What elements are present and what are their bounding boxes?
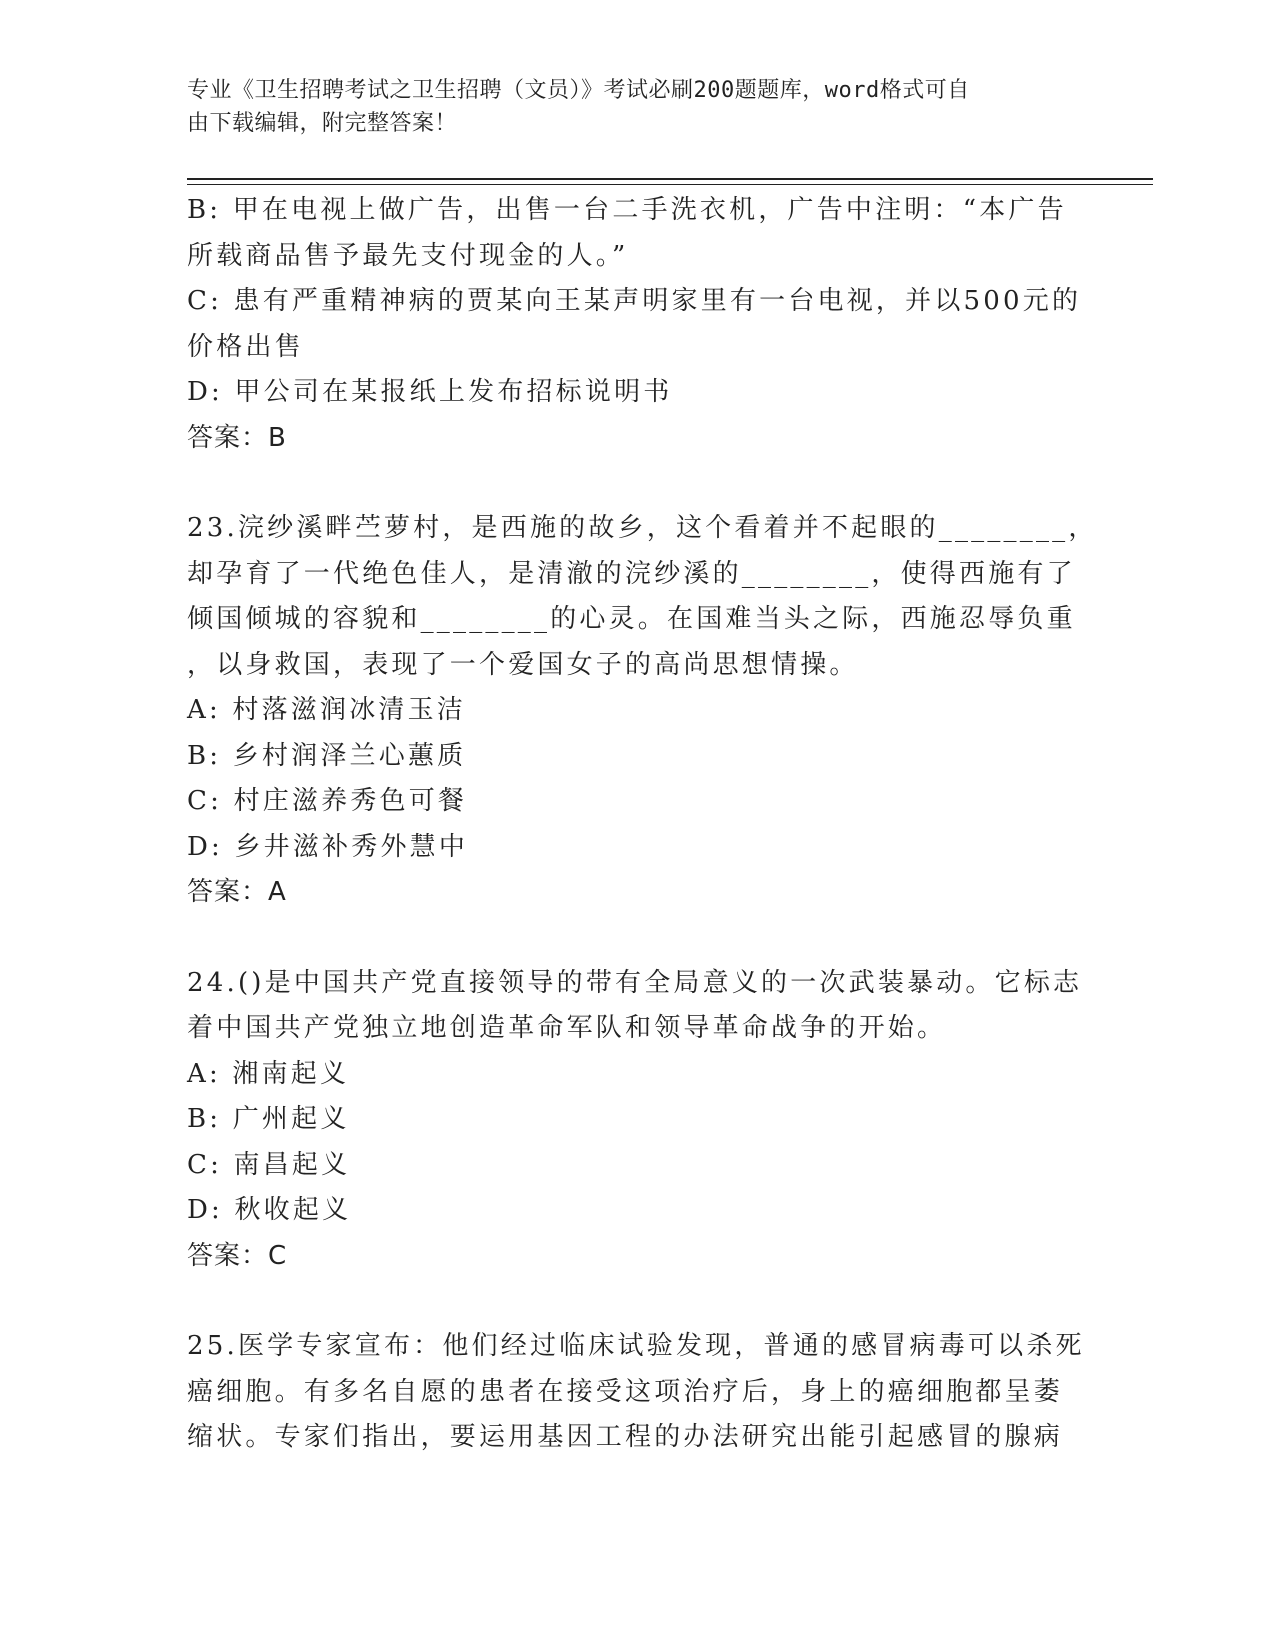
answer: 答案：A bbox=[187, 877, 287, 907]
header-line: 由下载编辑，附完整答案！ bbox=[187, 111, 458, 136]
document-header bbox=[187, 74, 1067, 140]
option-b-line: B: 甲在电视上做广告，出售一台二手洗衣机，广告中注明：“本广告 bbox=[187, 195, 1067, 225]
spacer bbox=[187, 1279, 1077, 1324]
option-b-line: 所载商品售予最先支付现金的人。” bbox=[187, 240, 629, 271]
spacer bbox=[187, 916, 1077, 961]
question-text-line: 却孕育了一代绝色佳人，是清澈的浣纱溪的________，使得西施有了 bbox=[187, 558, 1076, 589]
header-line: 专业《卫生招聘考试之卫生招聘（文员）》考试必刷200题题库，word格式可自 bbox=[187, 78, 970, 103]
question-23 bbox=[187, 506, 1098, 916]
question-22-continued bbox=[187, 188, 1082, 461]
option-d: D: 甲公司在某报纸上发布招标说明书 bbox=[187, 377, 673, 407]
option-b: B: 乡村润泽兰心蕙质 bbox=[187, 740, 467, 771]
question-24 bbox=[187, 961, 1083, 1280]
option-b: B: 广州起义 bbox=[187, 1104, 350, 1134]
question-text-line: 25.医学专家宣布：他们经过临床试验发现，普通的感冒病毒可以杀死 bbox=[187, 1331, 1085, 1361]
option-d: D: 乡井滋补秀外慧中 bbox=[187, 831, 469, 862]
question-text-line: 24.()是中国共产党直接领导的带有全局意义的一次武装暴动。它标志 bbox=[187, 967, 1083, 998]
question-text-line: 癌细胞。有多名自愿的患者在接受这项治疗后，身上的癌细胞都呈萎 bbox=[187, 1376, 1064, 1407]
question-text-line: 缩状。专家们指出，要运用基因工程的办法研究出能引起感冒的腺病 bbox=[187, 1422, 1064, 1452]
question-text-line: 23.浣纱溪畔苎萝村，是西施的故乡，这个看着并不起眼的________， bbox=[187, 513, 1098, 543]
answer: 答案：C bbox=[187, 1240, 288, 1271]
option-c-line: 价格出售 bbox=[187, 331, 304, 362]
answer: 答案：B bbox=[187, 422, 287, 453]
document-body bbox=[187, 188, 1098, 1461]
header-divider-thin bbox=[187, 184, 1153, 185]
header-divider-thick bbox=[187, 178, 1153, 180]
question-text-line: ，以身救国，表现了一个爱国女子的高尚思想情操。 bbox=[187, 649, 859, 680]
spacer bbox=[187, 461, 1077, 506]
option-c-line: C: 患有严重精神病的贾某向王某声明家里有一台电视，并以500元的 bbox=[187, 286, 1082, 316]
option-d: D: 秋收起义 bbox=[187, 1195, 352, 1225]
question-text-line: 倾国倾城的容貌和________的心灵。在国难当头之际，西施忍辱负重 bbox=[187, 604, 1076, 634]
question-text-line: 着中国共产党独立地创造革命军队和领导革命战争的开始。 bbox=[187, 1013, 947, 1043]
question-25 bbox=[187, 1324, 1085, 1461]
option-a: A: 湘南起义 bbox=[187, 1058, 350, 1089]
option-c: C: 村庄滋养秀色可餐 bbox=[187, 786, 468, 816]
option-a: A: 村落滋润冰清玉洁 bbox=[187, 695, 467, 725]
option-c: C: 南昌起义 bbox=[187, 1149, 351, 1180]
